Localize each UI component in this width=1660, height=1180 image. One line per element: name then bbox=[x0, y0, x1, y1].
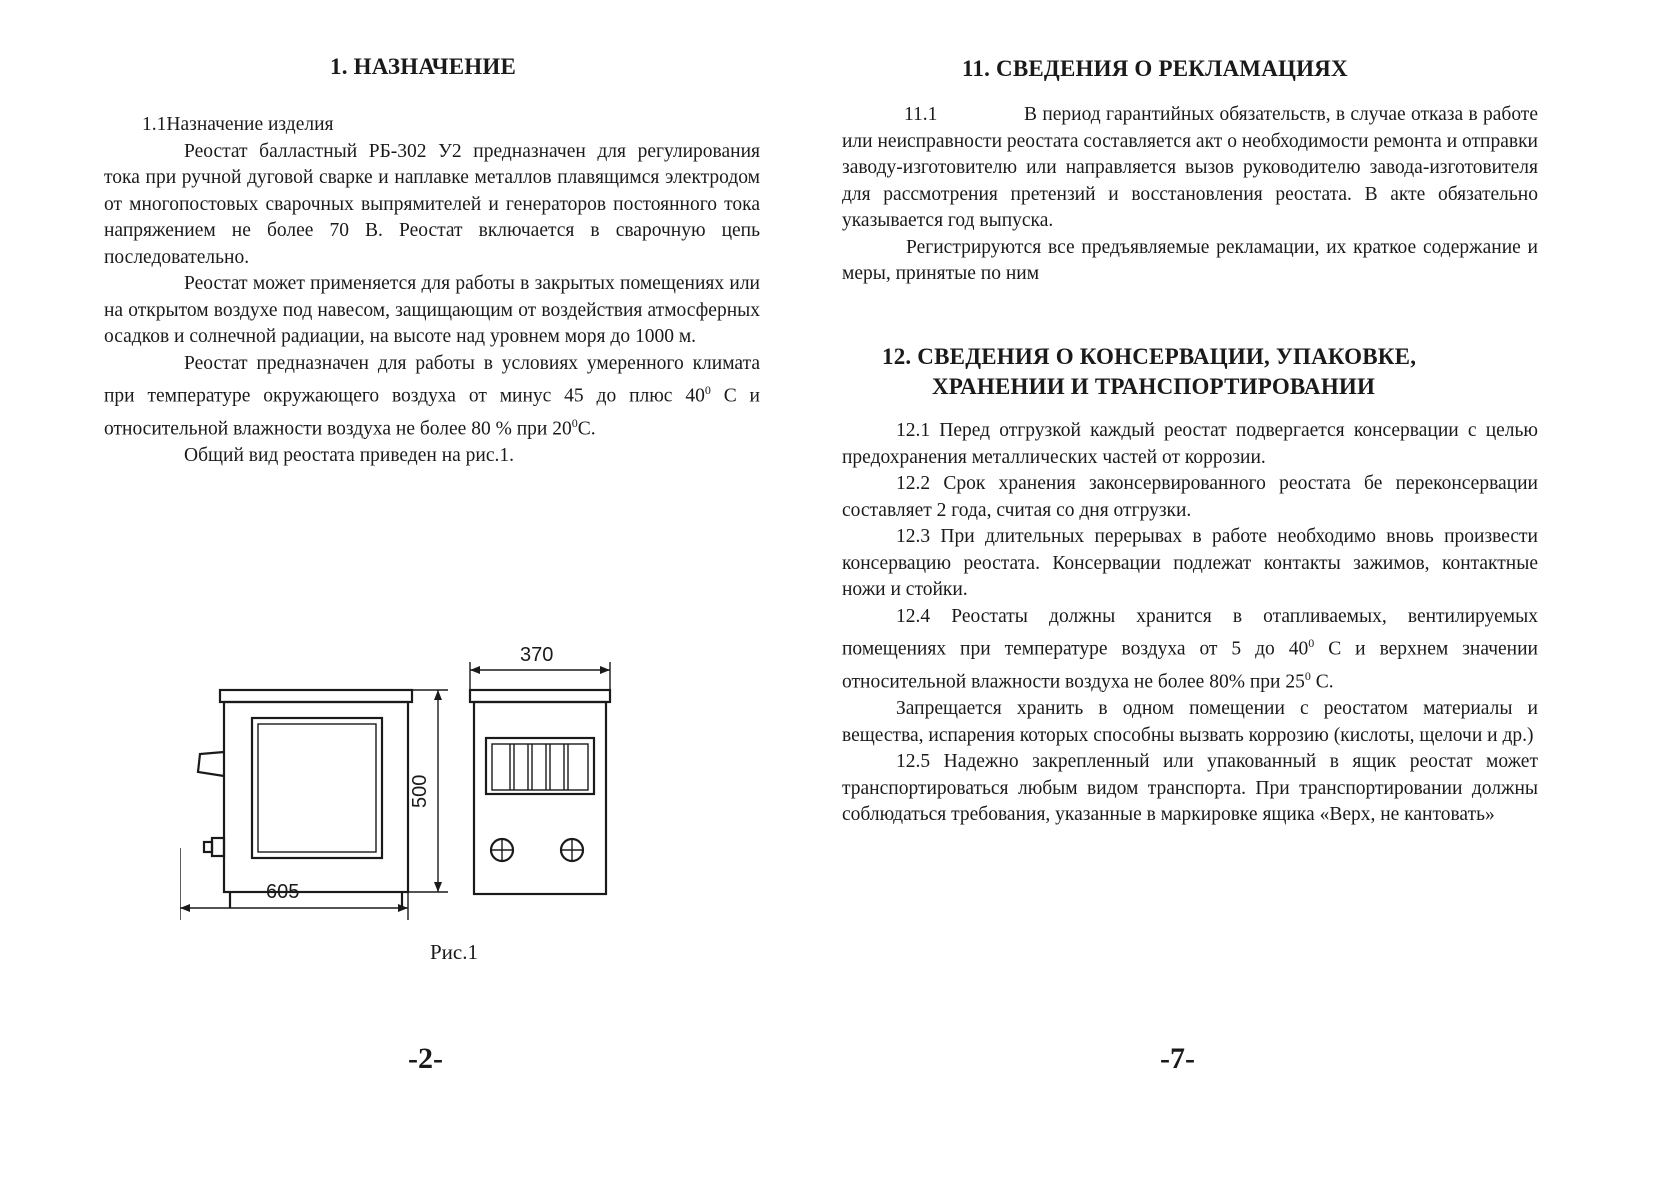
paragraph-12-3: 12.3 При длительных перерывах в работе необходимо вновь произвести консервацию реостата. Консервации подлежат контакты зажимов, контактные ножи и стойки. bbox=[842, 526, 1538, 600]
side-terminal-bolt bbox=[204, 842, 212, 852]
paragraph-climate bbox=[104, 351, 760, 444]
section-12-body bbox=[842, 418, 1538, 829]
front-view bbox=[470, 644, 610, 894]
degree-sup-2: 0 bbox=[571, 416, 578, 430]
rheostat-drawing bbox=[180, 640, 650, 920]
p12-4-text-1: 12.4 Реостаты должны хранится в отапливаемых, вентилируемых помещениях при температуре воздуха от 5 до 40 bbox=[842, 605, 1538, 660]
dim-370-label: 370 bbox=[520, 644, 554, 666]
section-12-heading bbox=[882, 342, 1416, 402]
p12-4-degree-sup-1: 0 bbox=[1308, 636, 1315, 650]
paragraph-12-4 bbox=[842, 604, 1538, 697]
paragraph-11-1-number: 11.1 bbox=[904, 104, 938, 125]
side-top-cover bbox=[220, 690, 412, 702]
side-panel bbox=[252, 718, 382, 858]
right-page bbox=[830, 0, 1660, 1180]
p12-4-text-3: С. bbox=[1310, 671, 1334, 693]
p12-4-degree-sup-2: 0 bbox=[1304, 669, 1311, 683]
dim-370-arrow-right bbox=[600, 666, 610, 674]
climate-text-3: С. bbox=[577, 418, 596, 440]
subheading-1-1: 1.1Назначение изделия bbox=[142, 114, 334, 135]
front-grille-inner bbox=[492, 744, 588, 790]
paragraph-11-1 bbox=[842, 102, 1538, 235]
side-terminal bbox=[212, 838, 224, 856]
section-11-heading: 11. СВЕДЕНИЯ О РЕКЛАМАЦИЯХ bbox=[962, 56, 1348, 81]
paragraph-general-view: Общий вид реостата приведен на рис.1. bbox=[184, 445, 515, 466]
paragraph-11-2: Регистрируются все предъявляемые рекламации, их краткое содержание и меры, принятые по ним bbox=[842, 236, 1538, 284]
page-number-left: -2- bbox=[408, 1042, 443, 1075]
front-grille bbox=[486, 738, 594, 794]
p12-4-text-2: С и верхнем значении относительной влажности воздуха не более 80% при 25 bbox=[842, 638, 1538, 693]
section-12-heading-line2: ХРАНЕНИИ И ТРАНСПОРТИРОВАНИИ bbox=[932, 374, 1376, 399]
dim-500-arrow-top bbox=[434, 690, 442, 700]
paragraph-12-4b: Запрещается хранить в одном помещении с реостатом материалы и вещества, испарения которых способны вызвать коррозию (кислоты, щелочи и др.) bbox=[842, 698, 1538, 746]
climate-text-1: Реостат предназначен для работы в условиях умеренного климата при температуре окружающего воздуха от минус 45 до плюс 40 bbox=[104, 352, 760, 407]
dim-500-label: 500 bbox=[409, 774, 431, 808]
paragraph-11-1-text: В период гарантийных обязательств, в случае отказа в работе или неисправности реостата составляется акт о необходимости ремонта и отправки заводу-изготовителю или направляется вызов руководителю завода-изготовителя для рассмотрения претензий и восстановления реостата. В акте обязательно указывается год выпуска. bbox=[842, 104, 1538, 231]
side-handle bbox=[198, 752, 224, 776]
dim-605-arrow-left bbox=[180, 904, 190, 912]
section-1-body bbox=[104, 112, 760, 470]
dim-500-arrow-bottom bbox=[434, 882, 442, 892]
section-1-heading: 1. НАЗНАЧЕНИЕ bbox=[330, 54, 517, 79]
side-view bbox=[180, 690, 448, 920]
page-number-right: -7- bbox=[1160, 1042, 1195, 1075]
section-11-body bbox=[842, 102, 1538, 288]
climate-text-2: С и относительной влажности воздуха не более 80 % при 20 bbox=[104, 385, 760, 440]
front-body bbox=[474, 702, 606, 894]
degree-sup-1: 0 bbox=[704, 383, 711, 397]
paragraph-purpose: Реостат балластный РБ-302 У2 предназначен для регулирования тока при ручной дуговой сварке и наплавке металлов плавящимся электродом от многопостовых сварочных выпрямителей и генераторов постоянного тока напряжением не более 70 В. Реостат включается в сварочную цепь последовательно. bbox=[104, 140, 760, 268]
side-panel-inner bbox=[258, 724, 376, 852]
dim-605-label: 605 bbox=[266, 881, 300, 903]
paragraph-usage: Реостат может применяется для работы в закрытых помещениях или на открытом воздухе под навесом, защищающим от воздействия атмосферных осадков и солнечной радиации, на высоте над уровнем моря до 1000 м. bbox=[104, 273, 760, 347]
paragraph-12-5: 12.5 Надежно закрепленный или упакованный в ящик реостат может транспортироваться любым видом транспорта. При транспортировании должны соблюдаться требования, указанные в маркировке ящика «Верх, не кантовать» bbox=[842, 751, 1538, 825]
paragraph-12-2: 12.2 Срок хранения законсервированного реостата бе переконсервации составляет 2 года, считая со дня отгрузки. bbox=[842, 473, 1538, 521]
dim-370-arrow-left bbox=[470, 666, 480, 674]
figure-caption: Рис.1 bbox=[430, 940, 478, 964]
front-top-cover bbox=[470, 690, 610, 702]
paragraph-12-1: 12.1 Перед отгрузкой каждый реостат подвергается консервации с целью предохранения металлических частей от коррозии. bbox=[842, 420, 1538, 468]
section-12-heading-line1: 12. СВЕДЕНИЯ О КОНСЕРВАЦИИ, УПАКОВКЕ, bbox=[882, 344, 1417, 369]
